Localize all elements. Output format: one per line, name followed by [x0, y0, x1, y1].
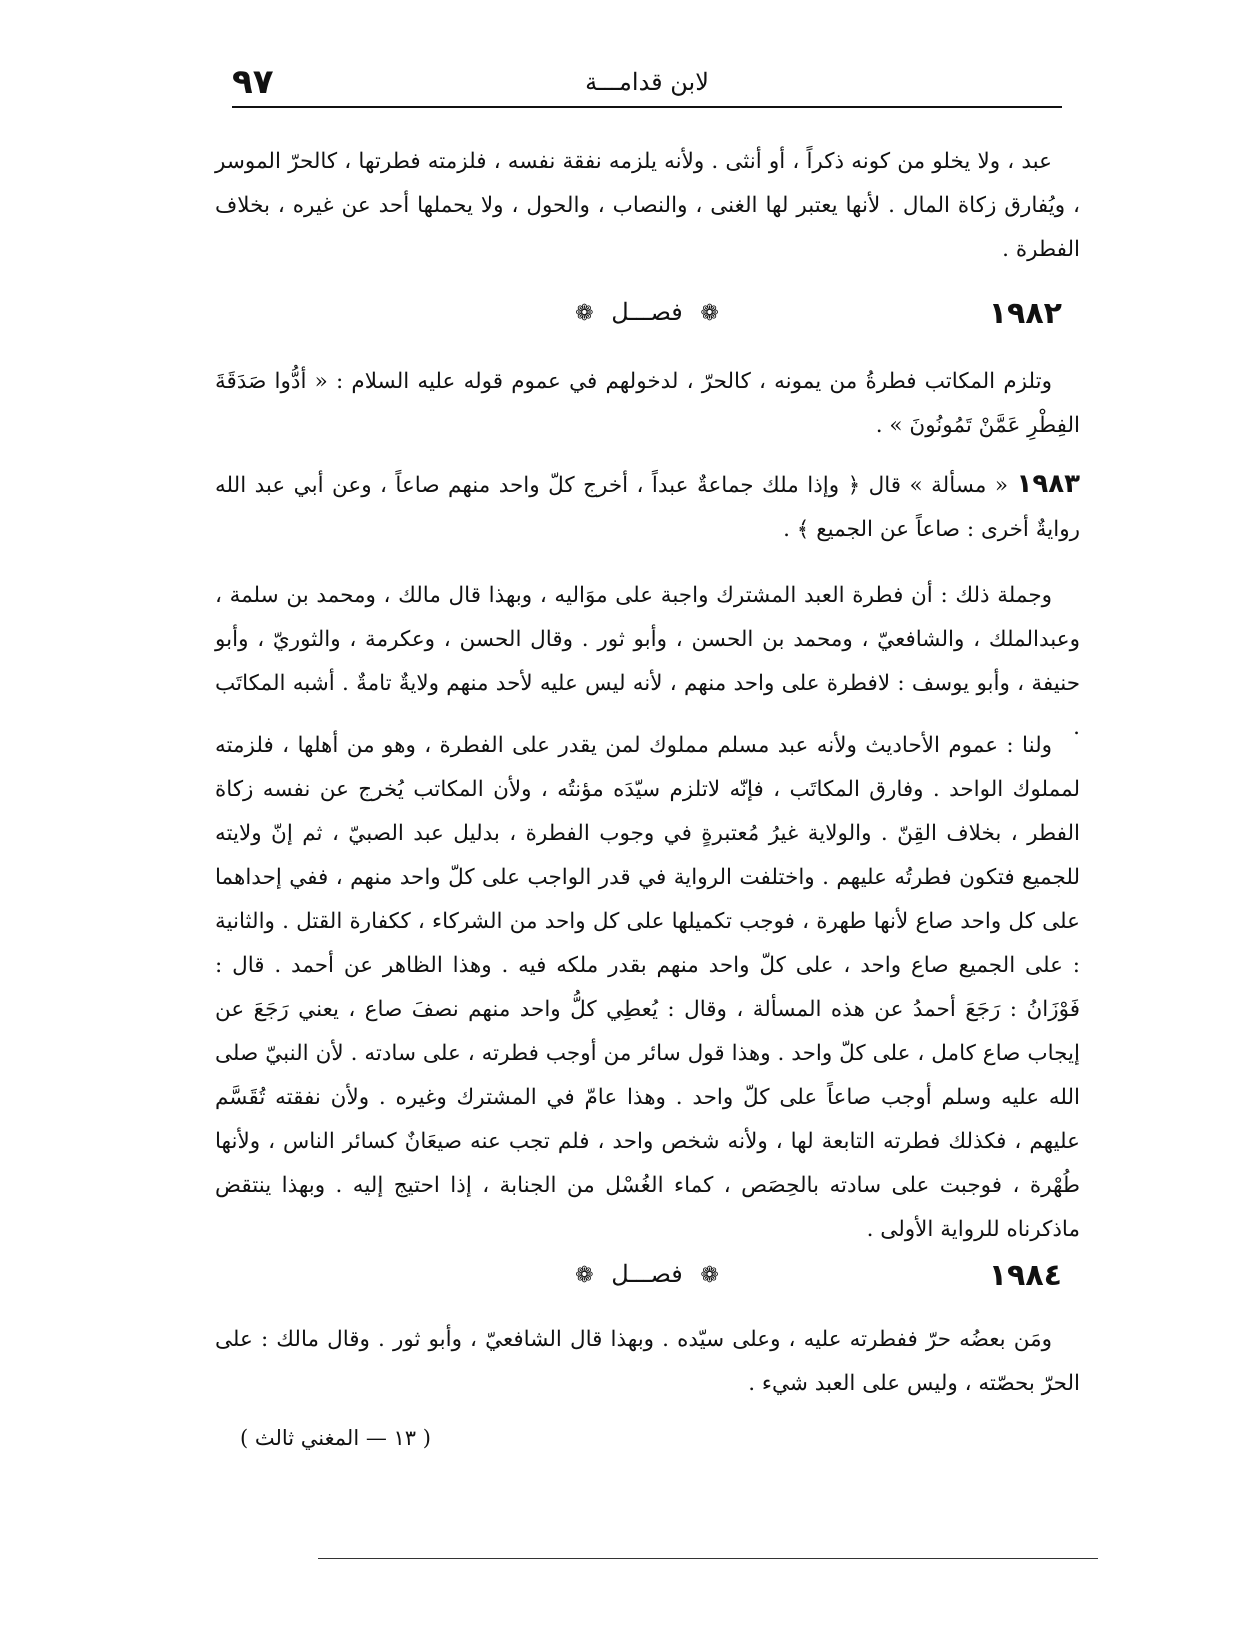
- section-title: [232, 298, 1062, 326]
- page-header: [232, 60, 1062, 108]
- ornament-icon: ❁: [700, 301, 719, 326]
- section-title: [232, 1260, 1062, 1288]
- opening-paragraph: عبد ، ولا يخلو من كونه ذكراً ، أو أنثى . ولأنه يلزمه نفقة نفسه ، فلزمته فطرتها ، كالحرّ الموسر ، ويُفارق زكاة المال . لأنها يعتبر لها الغنى ، والنصاب ، والحول ، ولا يحملها أحد عن غيره ، بخلاف الفطرة .: [215, 149, 1080, 262]
- section-title-text: فصـــل: [611, 298, 683, 326]
- ornament-icon: ❁: [575, 1263, 594, 1288]
- section-title-text: فصـــل: [611, 1260, 683, 1288]
- masala-number: ١٩٨٣: [1016, 469, 1080, 499]
- section-number: ١٩٨٢: [988, 296, 1062, 331]
- masala-text: « مسألة » قال ﴿ وإذا ملك جماعةٌ عبداً ، أخرج كلّ واحد منهم صاعاً ، وعن أبي عبد الله روايةٌ أخرى : صاعاً عن الجميع ﴾ .: [215, 473, 1080, 542]
- section-heading-1984: [232, 1254, 1062, 1304]
- bottom-rule: [318, 1558, 1098, 1559]
- running-head: لابن قدامـــة: [585, 68, 709, 96]
- page-number: ٩٧: [232, 62, 274, 102]
- paragraph-majority-view: وجملة ذلك : أن فطرة العبد المشترك واجبة على موَاليه ، وبهذا قال مالك ، ومحمد بن سلمة ، وعبدالملك ، والشافعيّ ، ومحمد بن الحسن ، وأبو ثور . وقال الحسن ، وعكرمة ، والثوريّ ، وأبو حنيفة ، وأبو يوسف : لافطرة على واحد منهم ، لأنه ليس عليه لأحد منهم ولايةٌ تامةٌ . أشبه المكاتَب .: [215, 583, 1080, 740]
- section-1984-text: ومَن بعضُه حرّ ففطرته عليه ، وعلى سيّده . وبهذا قال الشافعيّ ، وأبو ثور . وقال مالك : على الحرّ بحصّته ، وليس على العبد شيء .: [215, 1327, 1080, 1396]
- volume-footnote: ( ١٣ — المغني ثالث ): [240, 1426, 431, 1450]
- section-1982-text: وتلزم المكاتب فطرةُ من يمونه ، كالحرّ ، لدخولهم في عموم قوله عليه السلام : « أدُّوا صَدَقَةَ الفِطْرِ عَمَّنْ تَمُونُونَ » .: [215, 369, 1080, 438]
- section-number: ١٩٨٤: [988, 1258, 1062, 1293]
- section-heading-1982: [232, 292, 1062, 342]
- ornament-icon: ❁: [700, 1263, 719, 1288]
- masala-1983: [215, 462, 1080, 552]
- paragraph-evidence: ولنا : عموم الأحاديث ولأنه عبد مسلم مملوك لمن يقدر على الفطرة ، وهو من أهلها ، فلزمته لمملوك الواحد . وفارق المكاتَب ، فإنّه لاتلزم سيّدَه مؤنتُه ، ولأن المكاتب يُخرج عن نفسه زكاة الفطر ، بخلاف القِنّ . والولاية غيرُ مُعتبرةٍ في وجوب الفطرة ، بدليل عبد الصبيّ ، ثم إنّ ولايته للجميع فتكون فطرتُه عليهم . واختلفت الرواية في قدر الواجب على كلّ واحد منهم ، ففي إحداهما على كل واحد صاع لأنها طهرة ، فوجب تكميلها على كل واحد من الشركاء ، ككفارة القتل . والثانية : على الجميع صاع واحد ، على كلّ واحد منهم بقدر ملكه فيه . وهذا الظاهر عن أحمد . قال : فَوْزَانُ : رَجَعَ أحمدُ عن هذه المسألة ، وقال : يُعطِي كلُّ واحد منهم نصفَ صاع ، يعني رَجَعَ عن إيجاب صاع كامل ، على كلّ واحد . وهذا قول سائر من أوجب فطرته ، على سادته . لأن النبيّ صلى الله عليه وسلم أوجب صاعاً على كلّ واحد . وهذا عامّ في المشترك وغيره . ولأن نفقته تُقَسَّم عليهم ، فكذلك فطرته التابعة لها ، ولأنه شخص واحد ، فلم تجب عنه صيعَانٌ كسائر الناس ، ولأنها طُهْرة ، فوجبت على سادته بالحِصَص ، كماء الغُسْل من الجنابة ، إذا احتيج إليه . وبهذا ينتقض ماذكرناه للرواية الأولى .: [215, 733, 1080, 1242]
- ornament-icon: ❁: [575, 301, 594, 326]
